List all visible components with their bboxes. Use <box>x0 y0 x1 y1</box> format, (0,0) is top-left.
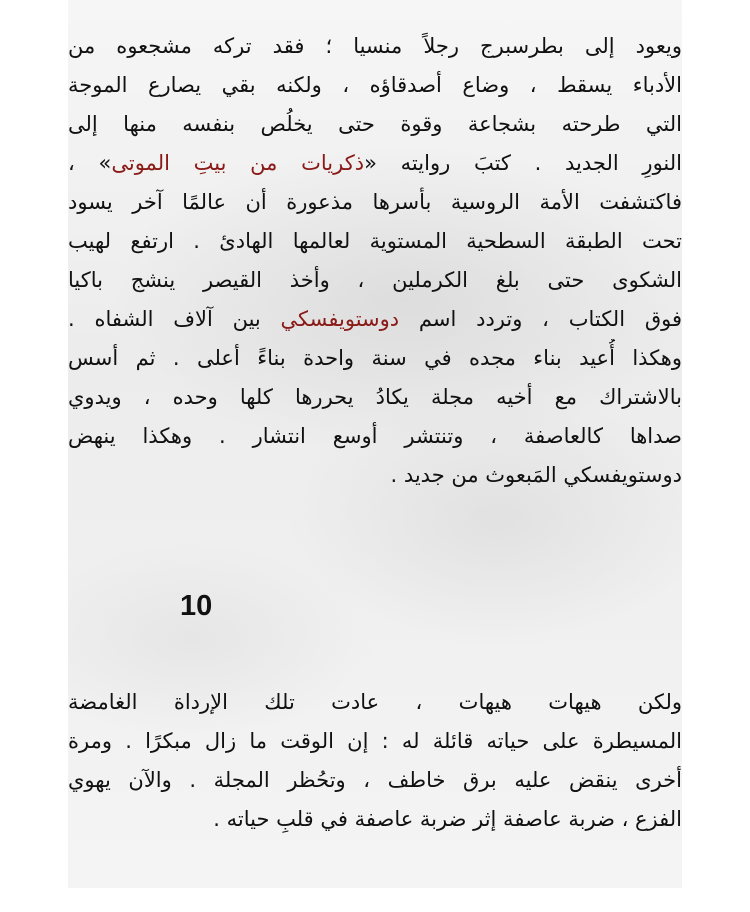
author-name: دوستويفسكي <box>280 307 400 331</box>
paragraph-2 <box>68 683 682 839</box>
text-line: المسيطرة على حياته قائلة له : إن الوقت ما زال مبكرًا . ومرة <box>68 729 682 753</box>
text-line: صداها كالعاصفة ، وتنتشر أوسع انتشار . وهكذا ينهض <box>68 424 682 448</box>
text-segment: بين آلاف الشفاه . <box>68 307 281 331</box>
text-line: وهكذا أُعيد بناء مجده في سنة واحدة بناءً أعلى . ثم أسس <box>68 346 682 370</box>
text-line: ولكن هيهات هيهات ، عادت تلك الإرداة الغامضة <box>68 690 682 714</box>
paragraph-1 <box>68 27 682 495</box>
text-line: أخرى ينقض عليه برق خاطف ، وتحُظر المجلة . والآن يهوي <box>68 768 682 792</box>
text-segment: » ، <box>68 151 112 175</box>
text-line: ويعود إلى بطرسبرج رجلاً منسيا ؛ فقد تركه مشجعوه من <box>68 34 682 58</box>
text-line: التي طرحته بشجاعة وقوة حتى يخلُص بنفسه منها إلى <box>68 112 682 136</box>
text-line: الشكوى حتى بلغ الكرملين ، وأخذ القيصر ينشج باكيا <box>68 268 682 292</box>
text-segment: النورِ الجديد . كتبَ روايته « <box>364 151 682 175</box>
text-line: الفزع ، ضربة عاصفة إثر ضربة عاصفة في قلبِ حياته . <box>213 807 682 831</box>
text-line: بالاشتراك مع أخيه مجلة يكادُ يحررها كلها وحده ، ويدوي <box>68 385 682 409</box>
text-line <box>68 144 682 183</box>
text-line: الأدباء يسقط ، وضاع أصدقاؤه ، ولكنه بقي يصارع الموجة <box>68 73 682 97</box>
book-page <box>68 0 682 888</box>
text-line: دوستويفسكي المَبعوث من جديد . <box>390 463 682 487</box>
text-line <box>68 300 682 339</box>
text-line: تحت الطبقة السطحية المستوية لعالمها الهادئ . ارتفع لهيب <box>68 229 682 253</box>
text-segment: فوق الكتاب ، وتردد اسم <box>399 307 682 331</box>
page-number: 10 <box>180 590 213 622</box>
novel-title: ذكريات من بيتِ الموتى <box>111 151 365 175</box>
text-line: فاكتشفت الأمة الروسية بأسرها مذعورة أن عالمًا آخر يسود <box>68 190 682 214</box>
